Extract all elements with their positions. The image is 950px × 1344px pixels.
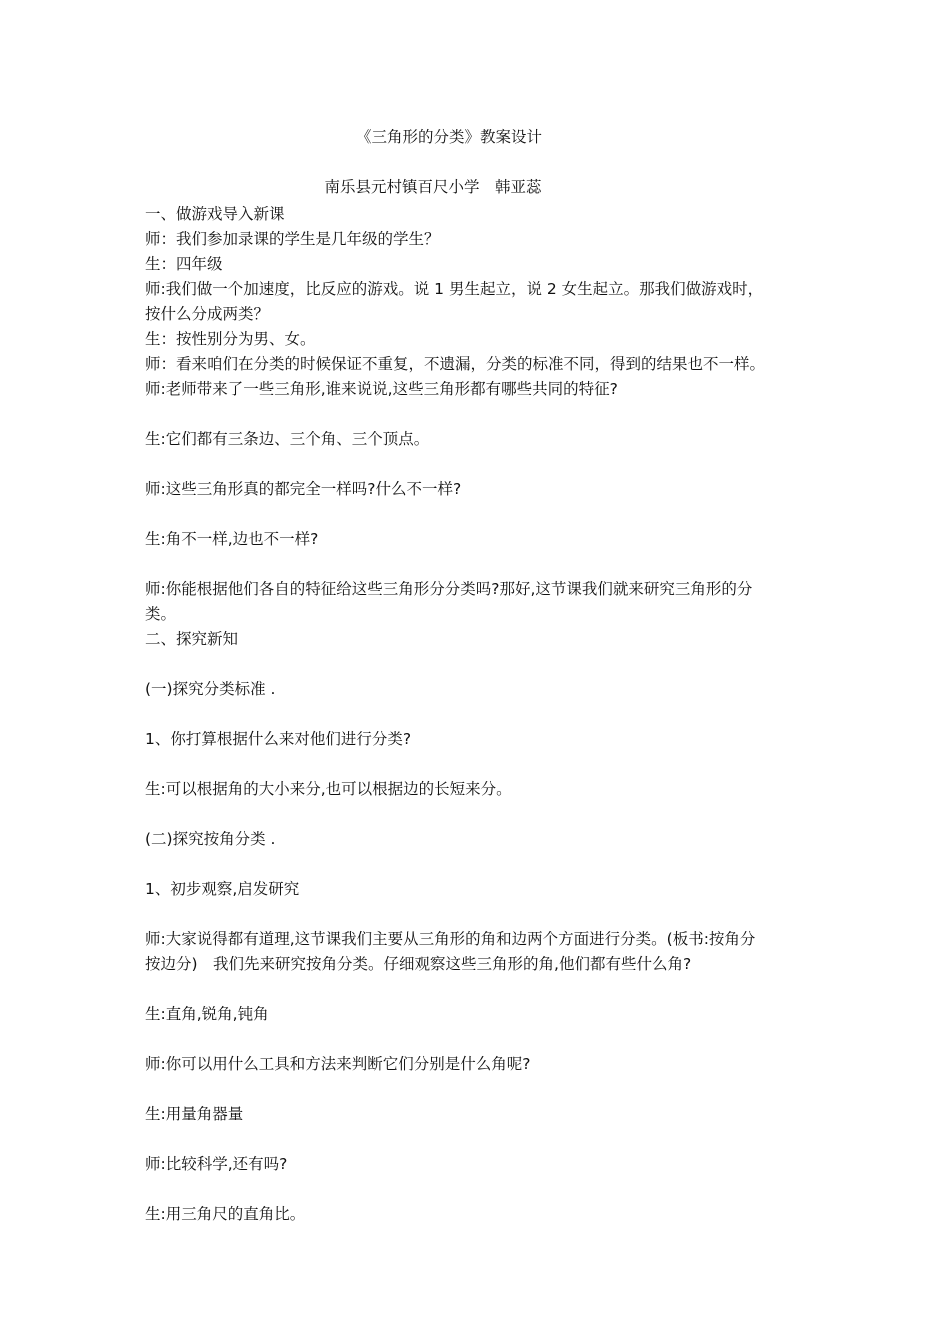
paragraph-line: 师：看来咱们在分类的时候保证不重复，不遗漏，分类的标准不同，得到的结果也不一样。 xyxy=(145,355,766,373)
paragraph-line: 师:老师带来了一些三角形,谁来说说,这些三角形都有哪些共同的特征? xyxy=(145,380,618,398)
document-title: 《三角形的分类》教案设计 xyxy=(355,128,542,146)
paragraph-line: 生:它们都有三条边、三个角、三个顶点。 xyxy=(145,430,430,448)
paragraph-line: 1、初步观察,启发研究 xyxy=(145,880,300,898)
subsection-heading: (二)探究按角分类 . xyxy=(145,830,276,848)
paragraph-line: 师:你能根据他们各自的特征给这些三角形分分类吗?那好,这节课我们就来研究三角形的分 xyxy=(145,580,753,598)
paragraph-line: 生：按性别分为男、女。 xyxy=(145,330,316,348)
paragraph-line: 生:直角,锐角,钝角 xyxy=(145,1005,269,1023)
author-line: 南乐县元村镇百尺小学 韩亚蕊 xyxy=(324,178,542,196)
paragraph-line: 类。 xyxy=(145,605,177,623)
paragraph-line: 按什么分成两类？ xyxy=(145,305,270,323)
paragraph-line: 生:可以根据角的大小来分,也可以根据边的长短来分。 xyxy=(145,780,512,798)
paragraph-line: 1、你打算根据什么来对他们进行分类? xyxy=(145,730,412,748)
paragraph-line: 生:用量角器量 xyxy=(145,1105,244,1123)
paragraph-line: 按边分) 我们先来研究按角分类。仔细观察这些三角形的角,他们都有些什么角? xyxy=(145,955,692,973)
subsection-heading: (一)探究分类标准 . xyxy=(145,680,276,698)
paragraph-line: 生：四年级 xyxy=(145,255,223,273)
paragraph-line: 师:比较科学,还有吗? xyxy=(145,1155,288,1173)
paragraph-line: 师:大家说得都有道理,这节课我们主要从三角形的角和边两个方面进行分类。(板书:按角分 xyxy=(145,930,756,948)
section-heading: 二、探究新知 xyxy=(145,630,239,648)
paragraph-line: 师:我们做一个加速度，比反应的游戏。说 1 男生起立，说 2 女生起立。那我们做游戏时， xyxy=(145,280,764,298)
paragraph-line: 师：我们参加录课的学生是几年级的学生？ xyxy=(145,230,440,248)
paragraph-line: 生:用三角尺的直角比。 xyxy=(145,1205,306,1223)
section-heading: 一、做游戏导入新课 xyxy=(145,205,285,223)
paragraph-line: 师:这些三角形真的都完全一样吗?什么不一样? xyxy=(145,480,462,498)
paragraph-line: 师:你可以用什么工具和方法来判断它们分别是什么角呢? xyxy=(145,1055,531,1073)
paragraph-line: 生:角不一样,边也不一样? xyxy=(145,530,319,548)
